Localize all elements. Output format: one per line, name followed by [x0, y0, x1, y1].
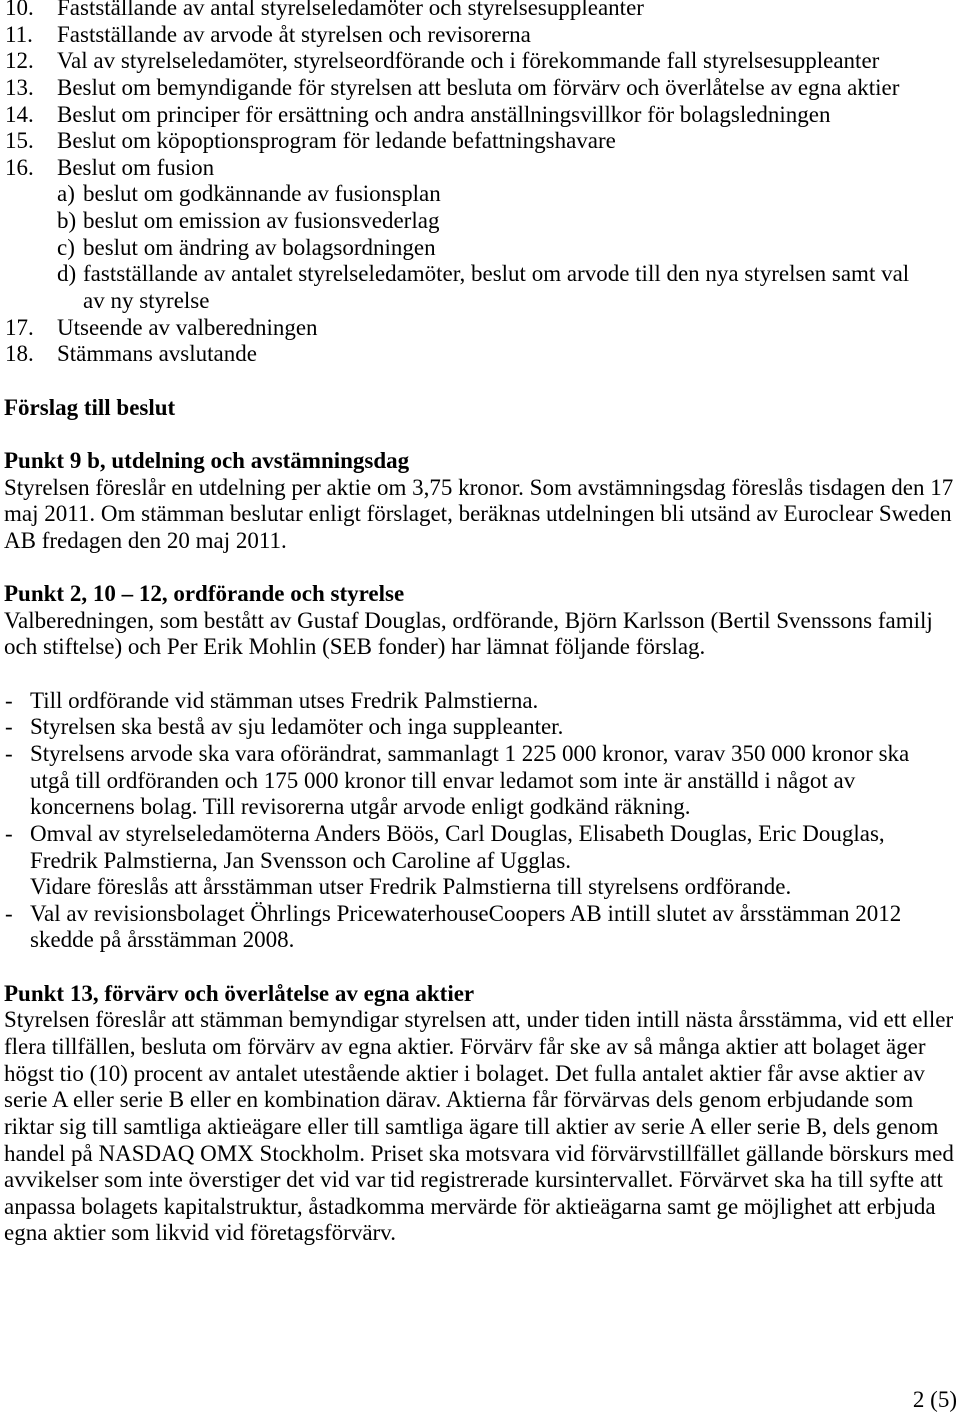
paragraph-line: egna aktier som likvid vid företagsförvärv.: [4, 1220, 396, 1246]
proposal-bullet-list: [0, 688, 960, 954]
agenda-item-13: [0, 75, 960, 102]
paragraph-line: Styrelsen föreslår att stämman bemyndigar styrelsen att, under tiden intill nästa årsstämma, vid ett eller: [4, 1007, 954, 1033]
paragraph-line: handel på NASDAQ OMX Stockholm. Priset ska motsvara vid förvärvstillfället gällande börskurs med: [4, 1140, 954, 1166]
section-paragraph: [0, 1007, 960, 1247]
section-heading: Punkt 13, förvärv och överlåtelse av egna aktier: [4, 980, 475, 1006]
bullet-item: [0, 821, 960, 901]
bullet-text: Fredrik Palmstierna, Jan Svensson och Caroline af Ugglas.: [30, 847, 572, 873]
bullet-item: [0, 688, 960, 715]
bullet-text: utgå till ordföranden och 175 000 kronor till envar ledamot som inte är anställd i något av: [30, 767, 856, 793]
paragraph-line: flera tillfällen, besluta om förvärv av egna aktier. Förvärv får ske av så många aktier att bolaget äger: [4, 1033, 926, 1059]
agenda-item-text: Beslut om bemyndigande för styrelsen att besluta om förvärv och överlåtelse av egna aktier: [57, 74, 900, 100]
bullet-line: [0, 848, 960, 875]
bullet-marker: -: [5, 714, 13, 740]
paragraph-line: Valberedningen, som bestått av Gustaf Douglas, ordförande, Björn Karlsson (Bertil Svenssons familj: [4, 607, 933, 633]
agenda-subitem-label: c): [57, 234, 75, 260]
agenda-item-number: 16.: [5, 154, 34, 180]
paragraph-line: serie A eller serie B eller en kombination därav. Aktierna får förvärvas dels genom erbjudande som: [4, 1087, 914, 1113]
bullet-item: [0, 901, 960, 954]
bullet-line: [0, 768, 960, 795]
agenda-subitem-label: b): [57, 208, 77, 234]
agenda-item-text: Fastställande av antal styrelseledamöter och styrelsesuppleanter: [57, 0, 644, 20]
bullet-text: koncernens bolag. Till revisorerna utgår arvode enligt godkänd räkning.: [30, 794, 691, 820]
agenda-item-text: Fastställande av arvode åt styrelsen och revisorerna: [57, 21, 531, 47]
agenda-item-11: [0, 22, 960, 49]
agenda-item-text: Beslut om fusion: [57, 154, 215, 180]
bullet-line: [0, 874, 960, 901]
agenda-subitem-text: beslut om ändring av bolagsordningen: [83, 234, 436, 260]
agenda-item-number: 13.: [5, 74, 34, 100]
agenda-item-12: [0, 48, 960, 75]
bullet-item: [0, 714, 960, 741]
paragraph-line: Styrelsen föreslår en utdelning per aktie om 3,75 kronor. Som avstämningsdag föreslås tisdagen den 17: [4, 474, 954, 500]
section-paragraph: [0, 475, 960, 555]
page-number: 2 (5): [912, 1387, 957, 1412]
agenda-item-18: [0, 341, 960, 368]
section-paragraph: [0, 608, 960, 661]
section-punkt-13: [0, 981, 960, 1247]
agenda-subitem-text: fastställande av antalet styrelseledamöter, beslut om arvode till den nya styrelsen samt val: [83, 261, 910, 287]
bullet-line: [0, 794, 960, 821]
bullet-text: Omval av styrelseledamöterna Anders Böös, Carl Douglas, Elisabeth Douglas, Eric Douglas,: [30, 820, 885, 846]
bullet-line: [0, 901, 960, 928]
agenda-item-14: [0, 102, 960, 129]
agenda-item-number: 14.: [5, 101, 34, 127]
bullet-line: [0, 688, 960, 715]
agenda-item-text: Stämmans avslutande: [57, 341, 257, 367]
bullet-text: Styrelsen ska bestå av sju ledamöter och inga suppleanter.: [30, 714, 564, 740]
paragraph-line: avvikelser som inte överstiger det vid var tid registrerade kursintervallet. Förvärvet ska ha till syfte att: [4, 1167, 943, 1193]
section-heading: Punkt 2, 10 – 12, ordförande och styrelse: [4, 581, 405, 607]
agenda-item-number: 10.: [5, 0, 34, 20]
agenda-subitem-b: [0, 208, 960, 235]
paragraph-line: högst tio (10) procent av antalet utestående aktier i bolaget. Det fulla antalet aktier får avse aktier av: [4, 1060, 925, 1086]
agenda-subitem-line: [0, 208, 960, 235]
agenda-item-text: Beslut om principer för ersättning och andra anställningsvillkor för bolagsledningen: [57, 101, 831, 127]
agenda-item-text: Utseende av valberedningen: [57, 314, 318, 340]
agenda-item-16: [0, 155, 960, 182]
bullet-text: Vidare föreslås att årsstämman utser Fredrik Palmstierna till styrelsens ordförande.: [30, 874, 792, 900]
agenda-item-text: Val av styrelseledamöter, styrelseordförande och i förekommande fall styrelsesuppleanter: [57, 48, 880, 74]
bullet-marker: -: [5, 740, 13, 766]
bullet-line: [0, 927, 960, 954]
bullet-line: [0, 714, 960, 741]
bullet-marker: -: [5, 687, 13, 713]
agenda-item-17: [0, 315, 960, 342]
bullet-text: Styrelsens arvode ska vara oförändrat, sammanlagt 1 225 000 kronor, varav 350 000 kronor ska: [30, 740, 910, 766]
agenda-item-number: 18.: [5, 341, 34, 367]
agenda-subitem-line: [0, 235, 960, 262]
section-punkt-2-10-12: [0, 581, 960, 954]
agenda-subitem-d: [0, 261, 960, 314]
bullet-marker: -: [5, 900, 13, 926]
agenda-subitem-text: beslut om godkännande av fusionsplan: [83, 181, 441, 207]
agenda-subitem-line: [0, 288, 960, 315]
paragraph-line: riktar sig till samtliga aktieägare eller till samtliga ägare till aktier av serie A eller serie B, dels genom: [4, 1113, 939, 1139]
agenda-subitem-line: [0, 181, 960, 208]
bullet-item: [0, 741, 960, 821]
paragraph-line: anpassa bolagets kapitalstruktur, åstadkomma mervärde för aktieägarna samt ge möjlighet att erbjuda: [4, 1193, 936, 1219]
paragraph-line: maj 2011. Om stämman beslutar enligt förslaget, beräknas utdelningen bli utsänd av Euroclear Sweden: [4, 501, 952, 527]
agenda-item-number: 12.: [5, 48, 34, 74]
bullet-text: Val av revisionsbolaget Öhrlings PricewaterhouseCoopers AB intill slutet av årsstämman 2012: [30, 900, 902, 926]
agenda-subitem-label: d): [57, 261, 77, 287]
paragraph-line: och stiftelse) och Per Erik Mohlin (SEB fonder) har lämnat följande förslag.: [4, 634, 706, 660]
agenda-item-text: Beslut om köpoptionsprogram för ledande befattningshavare: [57, 128, 616, 154]
agenda-subitem-line: [0, 261, 960, 288]
agenda-subitem-a: [0, 181, 960, 208]
bullet-text: skedde på årsstämman 2008.: [30, 927, 295, 953]
agenda-item-15: [0, 128, 960, 155]
bullet-marker: -: [5, 820, 13, 846]
bullet-text: Till ordförande vid stämman utses Fredrik Palmstierna.: [30, 687, 539, 713]
agenda-item-number: 15.: [5, 128, 34, 154]
agenda-subitem-label: a): [57, 181, 75, 207]
agenda-item-10: [0, 0, 960, 22]
agenda-list: [0, 0, 960, 368]
agenda-subitem-text: beslut om emission av fusionsvederlag: [83, 208, 440, 234]
section-heading: Punkt 9 b, utdelning och avstämningsdag: [4, 447, 410, 473]
agenda-item-number: 17.: [5, 314, 34, 340]
agenda-subitem-c: [0, 235, 960, 262]
bullet-line: [0, 821, 960, 848]
proposals-block: [0, 395, 960, 422]
bullet-line: [0, 741, 960, 768]
paragraph-line: AB fredagen den 20 maj 2011.: [4, 527, 287, 553]
agenda-item-number: 11.: [5, 21, 33, 47]
proposals-heading: Förslag till beslut: [4, 394, 176, 420]
section-punkt-9b: [0, 448, 960, 555]
agenda-subitem-text: av ny styrelse: [83, 288, 210, 314]
